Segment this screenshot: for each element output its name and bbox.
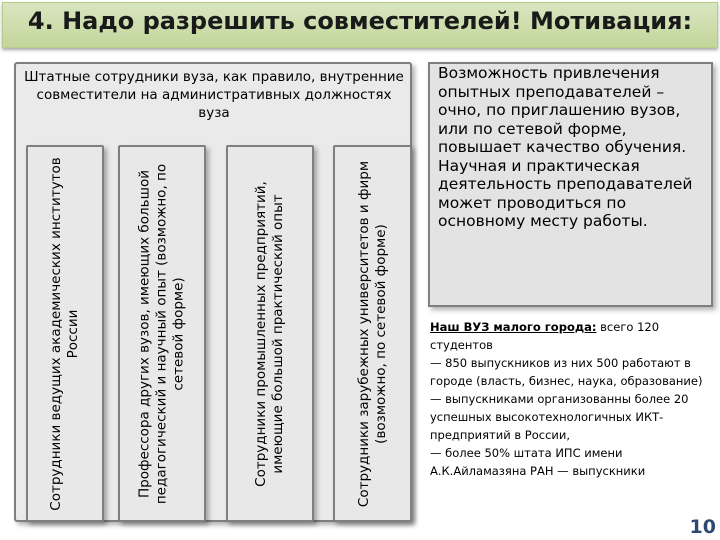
column-label: Сотрудники зарубежных университетов и фирм (возможно, по сетевой форме) (355, 160, 389, 507)
column-label: Сотрудники промышленных предприятий, имеющие большой практический опыт (253, 180, 286, 487)
motivation-text (438, 64, 710, 231)
note-line-4: — более 50% штата ИПС имени А.К.Айламазяна РАН — выпускники (430, 446, 646, 478)
column-foreign-universities (333, 145, 412, 522)
staff-bracket-text: Штатные сотрудники вуза, как правило, внутренние совместители на административных должностях вуза (24, 69, 404, 121)
note-heading: Наш ВУЗ малого города: (430, 320, 597, 334)
page-number: 10 (689, 516, 716, 538)
column-other-universities (118, 145, 206, 522)
column-academic-institutes (26, 145, 104, 522)
note-line-3: — выпускниками организованны более 20 успешных высокотехнологичных ИКТ-предприятий в России, (430, 392, 689, 442)
motivation-paragraph-2: Научная и практическая деятельность преподавателей может проводиться по основному месту работы. (438, 156, 693, 230)
column-label: Профессора других вузов, имеющих большой педагогический и научный опыт (возможно, по сетевой форме) (136, 163, 187, 504)
university-note (430, 318, 720, 480)
note-line-1: всего 120 студентов (430, 320, 660, 352)
note-line-2: — 850 выпускников из них 500 работают в городе (власть, бизнес, наука, образование) (430, 356, 703, 388)
title-bar (2, 2, 718, 48)
column-industry-staff (226, 145, 314, 522)
slide-title: 4. Надо разрешить совместителей! Мотивация: (27, 7, 693, 35)
motivation-paragraph-1: Возможность привлечения опытных преподавателей – очно, по приглашению вузов, или по сетевой форме, повышает качество обучения. (438, 64, 687, 156)
column-label: Сотрудники ведущих академических институтов России (48, 156, 81, 511)
